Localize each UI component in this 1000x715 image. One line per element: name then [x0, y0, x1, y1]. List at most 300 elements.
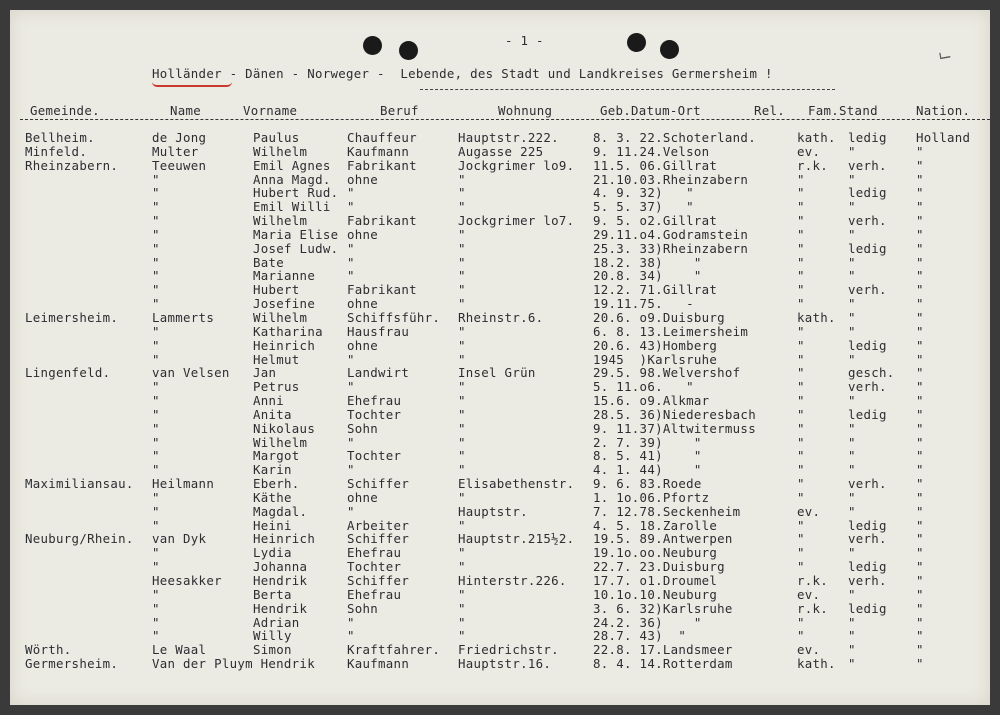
cell-fam: ledig [848, 185, 887, 201]
cell-vorname: Petrus [253, 379, 300, 395]
cell-name: " [152, 240, 160, 256]
table-row [10, 560, 990, 574]
cell-geb: 8. 5. 41) " [593, 448, 702, 464]
cell-beruf: " [347, 434, 355, 450]
cell-nation: " [916, 586, 924, 602]
punch-hole [363, 36, 382, 55]
punch-hole [399, 41, 418, 60]
cell-wohnung: Hauptstr. [458, 503, 528, 519]
cell-fam: verh. [848, 531, 887, 547]
cell-fam: ledig [848, 517, 887, 533]
cell-beruf: " [347, 503, 355, 519]
cell-beruf: Sohn [347, 420, 379, 436]
cell-nation: " [916, 143, 924, 159]
cell-fam: ledig [848, 600, 887, 616]
cell-wohnung: " [458, 489, 466, 505]
cell-fam: " [848, 268, 856, 284]
col-header-rel: Rel. [754, 103, 786, 118]
cell-vorname: Eberh. [253, 476, 300, 492]
cell-rel: ev. [797, 586, 821, 602]
cell-vorname: Heinrich [253, 337, 316, 353]
cell-gemeinde: Neuburg/Rhein. [25, 531, 134, 547]
cell-nation: Holland [916, 130, 971, 145]
cell-geb: 8. 4. 14.Rotterdam [593, 656, 733, 672]
cell-vorname: Anna Magd. [253, 171, 331, 187]
cell-name: Heesakker [152, 573, 222, 588]
cell-beruf: Ehefrau [347, 393, 402, 409]
cell-wohnung: " [458, 199, 466, 215]
cell-rel: " [797, 268, 805, 284]
cell-name: " [152, 337, 160, 353]
cell-rel: kath. [797, 309, 836, 325]
table-row [10, 159, 990, 173]
cell-wohnung: " [458, 226, 466, 242]
cell-geb: 10.1o.10.Neuburg [593, 586, 718, 602]
cell-geb: 29.11.o4.Godramstein [593, 226, 749, 242]
cell-fam: " [848, 656, 856, 672]
cell-vorname: Margot [253, 448, 300, 464]
table-row [10, 256, 990, 270]
cell-geb: 9. 5. o2.Gillrat [593, 213, 718, 229]
table-row [10, 186, 990, 200]
cell-nation: " [916, 628, 924, 644]
cell-name: " [152, 420, 160, 436]
cell-nation: " [916, 573, 924, 588]
cell-nation: " [916, 199, 924, 215]
cell-beruf: ohne [347, 489, 379, 505]
cell-nation: " [916, 309, 924, 325]
col-header-fam: Fam.Stand [808, 103, 878, 118]
cell-rel: " [797, 559, 805, 575]
col-header-geb: Geb.Datum-Ort [600, 103, 701, 118]
cell-nation: " [916, 503, 924, 519]
cell-name: " [152, 226, 160, 242]
cell-nation: " [916, 517, 924, 533]
cell-fam: ledig [848, 559, 887, 575]
cell-rel: ev. [797, 143, 821, 159]
cell-rel: " [797, 517, 805, 533]
cell-beruf: " [347, 614, 355, 630]
cell-nation: " [916, 351, 924, 367]
cell-beruf: " [347, 254, 355, 270]
cell-rel: " [797, 365, 805, 381]
table-row [10, 532, 990, 546]
table-row [10, 546, 990, 560]
cell-fam: " [848, 309, 856, 325]
cell-wohnung: " [458, 586, 466, 602]
cell-name: " [152, 393, 160, 409]
cell-vorname: Paulus [253, 130, 300, 145]
cell-vorname: Josef Ludw. [253, 240, 339, 256]
cell-beruf: " [347, 379, 355, 395]
cell-fam: " [848, 448, 856, 464]
cell-vorname: Hubert Rud. [253, 185, 339, 201]
cell-vorname: Johanna [253, 559, 308, 575]
cell-geb: 9. 6. 83.Roede [593, 476, 702, 492]
cell-beruf: " [347, 199, 355, 215]
cell-beruf: Arbeiter [347, 517, 410, 533]
cell-wohnung: " [458, 614, 466, 630]
table-row [10, 505, 990, 519]
cell-wohnung: " [458, 282, 466, 298]
cell-wohnung: " [458, 337, 466, 353]
cell-geb: 9. 11.37)Altwitermuss [593, 420, 756, 436]
cell-nation: " [916, 489, 924, 505]
cell-beruf: Kaufmann [347, 143, 410, 159]
cell-beruf: Tochter [347, 559, 402, 575]
cell-wohnung: " [458, 448, 466, 464]
cell-fam: " [848, 503, 856, 519]
cell-name: de Jong [152, 130, 207, 145]
cell-beruf: Ehefrau [347, 545, 402, 561]
cell-vorname: Berta [253, 586, 292, 602]
cell-vorname: Katharina [253, 323, 323, 339]
cell-name: " [152, 213, 160, 229]
cell-geb: 20.6. 43)Homberg [593, 337, 718, 353]
cell-rel: " [797, 323, 805, 339]
header-divider [20, 119, 990, 120]
cell-fam: verh. [848, 476, 887, 492]
cell-gemeinde: Maximiliansau. [25, 476, 134, 492]
cell-beruf: ohne [347, 171, 379, 187]
cell-fam: " [848, 642, 856, 658]
cell-rel: " [797, 171, 805, 187]
cell-nation: " [916, 337, 924, 353]
cell-geb: 4. 9. 32) " [593, 185, 694, 201]
cell-nation: " [916, 614, 924, 630]
cell-vorname: Josefine [253, 296, 316, 312]
cell-geb: 4. 5. 18.Zarolle [593, 517, 718, 533]
punch-hole [627, 33, 646, 52]
cell-name: " [152, 434, 160, 450]
cell-wohnung: " [458, 393, 466, 409]
cell-vorname: Magdal. [253, 503, 308, 519]
corner-mark: ⅃ [935, 50, 953, 62]
title-rest: - Dänen - Norweger - Lebende, des Stadt und Landkreises Germersheim ! [221, 66, 773, 81]
cell-name: Van der Pluym Hendrik [152, 656, 315, 672]
cell-fam: gesch. [848, 365, 895, 381]
page-number: - 1 - [505, 33, 544, 48]
cell-vorname: Anita [253, 406, 292, 422]
cell-fam: " [848, 628, 856, 644]
cell-wohnung: " [458, 254, 466, 270]
cell-name: " [152, 489, 160, 505]
cell-vorname: Hendrik [253, 573, 308, 588]
table-row [10, 657, 990, 671]
col-header-wohnung: Wohnung [498, 103, 553, 118]
cell-fam: ledig [848, 337, 887, 353]
cell-geb: 9. 11.24.Velson [593, 143, 710, 159]
table-row [10, 629, 990, 643]
cell-fam: " [848, 489, 856, 505]
cell-beruf: " [347, 462, 355, 478]
cell-vorname: Wilhelm [253, 213, 308, 229]
cell-geb: 6. 8. 13.Leimersheim [593, 323, 749, 339]
table-row [10, 131, 990, 145]
cell-vorname: Wilhelm [253, 143, 308, 159]
cell-geb: 12.2. 71.Gillrat [593, 282, 718, 298]
col-header-gemeinde: Gemeinde. [30, 103, 100, 118]
cell-wohnung: Hauptstr.222. [458, 130, 559, 145]
cell-rel: " [797, 379, 805, 395]
cell-nation: " [916, 268, 924, 284]
cell-beruf: Ehefrau [347, 586, 402, 602]
cell-wohnung: " [458, 296, 466, 312]
cell-rel: ev. [797, 503, 821, 519]
cell-fam: " [848, 434, 856, 450]
cell-beruf: Tochter [347, 448, 402, 464]
table-row [10, 339, 990, 353]
cell-geb: 19.5. 89.Antwerpen [593, 531, 733, 547]
table-row [10, 325, 990, 339]
table-row [10, 519, 990, 533]
cell-nation: " [916, 559, 924, 575]
cell-vorname: Simon [253, 642, 292, 658]
punch-hole [660, 40, 679, 59]
cell-wohnung: " [458, 628, 466, 644]
cell-nation: " [916, 323, 924, 339]
cell-geb: 7. 12.78.Seckenheim [593, 503, 741, 519]
cell-nation: " [916, 157, 924, 173]
cell-wohnung: " [458, 323, 466, 339]
cell-wohnung: Friedrichstr. [458, 642, 559, 658]
cell-fam: " [848, 545, 856, 561]
cell-name: " [152, 448, 160, 464]
cell-nation: " [916, 282, 924, 298]
cell-wohnung: " [458, 268, 466, 284]
cell-geb: 18.2. 38) " [593, 254, 702, 270]
cell-vorname: Bate [253, 254, 285, 270]
cell-name: " [152, 586, 160, 602]
cell-wohnung: " [458, 462, 466, 478]
cell-geb: 19.11.75. - [593, 296, 694, 312]
cell-rel: " [797, 296, 805, 312]
cell-name: " [152, 559, 160, 575]
cell-name: Teeuwen [152, 157, 207, 173]
cell-vorname: Hendrik [253, 600, 308, 616]
page-title [152, 67, 773, 81]
cell-wohnung: " [458, 420, 466, 436]
cell-gemeinde: Minfeld. [25, 143, 88, 159]
cell-geb: 24.2. 36) " [593, 614, 702, 630]
cell-vorname: Marianne [253, 268, 316, 284]
cell-name: " [152, 185, 160, 201]
cell-vorname: Emil Willi [253, 199, 331, 215]
cell-beruf: Hausfrau [347, 323, 410, 339]
document-sheet [10, 10, 990, 705]
cell-fam: verh. [848, 157, 887, 173]
table-row [10, 311, 990, 325]
cell-beruf: " [347, 268, 355, 284]
table-row [10, 643, 990, 657]
cell-name: " [152, 282, 160, 298]
cell-name: van Velsen [152, 365, 230, 381]
cell-nation: " [916, 365, 924, 381]
cell-rel: " [797, 545, 805, 561]
table-row [10, 380, 990, 394]
cell-wohnung: " [458, 240, 466, 256]
cell-rel: " [797, 240, 805, 256]
cell-vorname: Lydia [253, 545, 292, 561]
cell-name: " [152, 462, 160, 478]
cell-fam: ledig [848, 406, 887, 422]
cell-nation: " [916, 296, 924, 312]
cell-rel: " [797, 282, 805, 298]
cell-fam: verh. [848, 213, 887, 229]
cell-rel: " [797, 448, 805, 464]
cell-fam: " [848, 199, 856, 215]
cell-beruf: Fabrikant [347, 157, 417, 173]
cell-geb: 28.7. 43) " [593, 628, 687, 644]
cell-name: " [152, 254, 160, 270]
cell-rel: " [797, 489, 805, 505]
cell-name: " [152, 406, 160, 422]
table-row [10, 145, 990, 159]
cell-geb: 20.6. o9.Duisburg [593, 309, 725, 325]
cell-beruf: Landwirt [347, 365, 410, 381]
cell-wohnung: " [458, 171, 466, 187]
cell-name: " [152, 614, 160, 630]
cell-beruf: Kraftfahrer. [347, 642, 441, 658]
table-row [10, 269, 990, 283]
cell-nation: " [916, 656, 924, 672]
cell-vorname: Adrian [253, 614, 300, 630]
table-row [10, 477, 990, 491]
cell-rel: " [797, 614, 805, 630]
cell-rel: " [797, 226, 805, 242]
cell-wohnung: " [458, 406, 466, 422]
cell-wohnung: " [458, 600, 466, 616]
cell-gemeinde: Wörth. [25, 642, 72, 658]
cell-rel: r.k. [797, 600, 829, 616]
title-dash-underline [420, 89, 835, 90]
cell-rel: " [797, 628, 805, 644]
cell-beruf: Chauffeur [347, 130, 417, 145]
table-row [10, 491, 990, 505]
cell-nation: " [916, 476, 924, 492]
table-row [10, 602, 990, 616]
cell-nation: " [916, 213, 924, 229]
table-row [10, 408, 990, 422]
cell-nation: " [916, 448, 924, 464]
cell-rel: " [797, 420, 805, 436]
cell-wohnung: Hauptstr.215½2. [458, 531, 575, 547]
table-row [10, 297, 990, 311]
cell-name: " [152, 503, 160, 519]
cell-fam: verh. [848, 379, 887, 395]
cell-geb: 22.8. 17.Landsmeer [593, 642, 733, 658]
cell-geb: 11.5. 06.Gillrat [593, 157, 718, 173]
cell-beruf: Schiffer [347, 573, 410, 588]
cell-geb: 5. 5. 37) " [593, 199, 694, 215]
cell-name: " [152, 268, 160, 284]
cell-fam: verh. [848, 573, 887, 588]
cell-rel: " [797, 254, 805, 270]
cell-wohnung: Insel Grün [458, 365, 536, 381]
cell-beruf: " [347, 185, 355, 201]
cell-geb: 19.1o.oo.Neuburg [593, 545, 718, 561]
cell-rel: " [797, 213, 805, 229]
cell-geb: 15.6. o9.Alkmar [593, 393, 710, 409]
cell-nation: " [916, 171, 924, 187]
cell-wohnung: " [458, 434, 466, 450]
table-row [10, 588, 990, 602]
cell-beruf: Kaufmann [347, 656, 410, 672]
cell-vorname: Karin [253, 462, 292, 478]
cell-geb: 3. 6. 32)Karlsruhe [593, 600, 733, 616]
cell-beruf: " [347, 351, 355, 367]
cell-beruf: Sohn [347, 600, 379, 616]
col-header-vorname: Vorname [243, 103, 298, 118]
cell-vorname: Nikolaus [253, 420, 316, 436]
cell-rel: r.k. [797, 573, 829, 588]
cell-wohnung: " [458, 185, 466, 201]
cell-fam: verh. [848, 282, 887, 298]
cell-nation: " [916, 462, 924, 478]
cell-nation: " [916, 420, 924, 436]
table-row [10, 228, 990, 242]
cell-vorname: Käthe [253, 489, 292, 505]
table-row [10, 394, 990, 408]
cell-fam: " [848, 296, 856, 312]
cell-rel: r.k. [797, 157, 829, 173]
cell-wohnung: " [458, 559, 466, 575]
cell-geb: 1. 1o.06.Pfortz [593, 489, 710, 505]
cell-wohnung: " [458, 545, 466, 561]
col-header-beruf: Beruf [380, 103, 419, 118]
cell-rel: kath. [797, 130, 836, 145]
cell-beruf: Schiffer [347, 531, 410, 547]
cell-name: " [152, 171, 160, 187]
cell-fam: " [848, 614, 856, 630]
cell-geb: 8. 3. 22.Schoterland. [593, 130, 756, 145]
cell-geb: 2. 7. 39) " [593, 434, 702, 450]
table-row [10, 200, 990, 214]
cell-fam: ledig [848, 130, 887, 145]
cell-gemeinde: Bellheim. [25, 130, 95, 145]
table-row [10, 173, 990, 187]
cell-name: Heilmann [152, 476, 215, 492]
cell-rel: " [797, 462, 805, 478]
table-row [10, 616, 990, 630]
table-row [10, 283, 990, 297]
cell-nation: " [916, 600, 924, 616]
cell-wohnung: Rheinstr.6. [458, 309, 544, 325]
table-row [10, 463, 990, 477]
cell-vorname: Jan [253, 365, 277, 381]
cell-beruf: " [347, 628, 355, 644]
cell-nation: " [916, 393, 924, 409]
cell-geb: 21.10.03.Rheinzabern [593, 171, 749, 187]
cell-geb: 5. 11.o6. " [593, 379, 694, 395]
table-row [10, 242, 990, 256]
cell-nation: " [916, 434, 924, 450]
cell-beruf: Fabrikant [347, 213, 417, 229]
table-row [10, 214, 990, 228]
register-table [10, 131, 990, 671]
col-header-nation: Nation. [916, 103, 971, 118]
cell-nation: " [916, 185, 924, 201]
cell-vorname: Maria Elise [253, 226, 339, 242]
cell-beruf: Fabrikant [347, 282, 417, 298]
cell-nation: " [916, 379, 924, 395]
cell-geb: 25.3. 33)Rheinzabern [593, 240, 749, 256]
cell-nation: " [916, 406, 924, 422]
table-row [10, 353, 990, 367]
cell-fam: " [848, 393, 856, 409]
cell-vorname: Helmut [253, 351, 300, 367]
table-row [10, 366, 990, 380]
